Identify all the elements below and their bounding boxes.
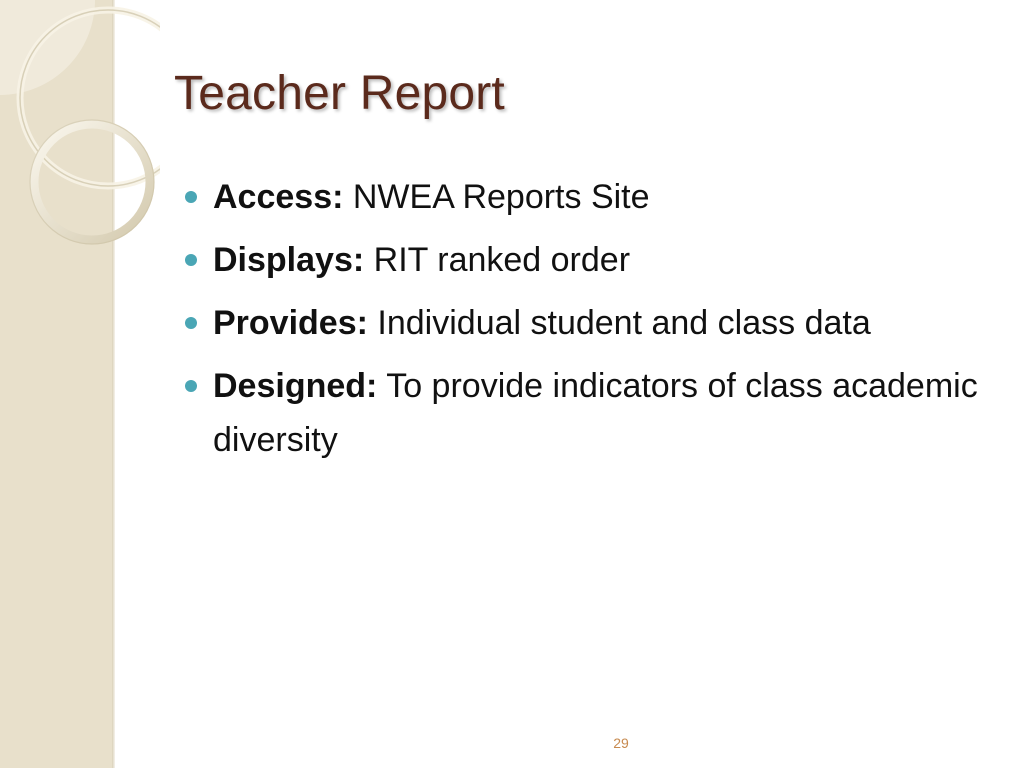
bullet-icon bbox=[185, 254, 197, 266]
bullet-item-displays bbox=[185, 233, 985, 287]
bullet-item-access bbox=[185, 170, 985, 224]
bullet-item-designed bbox=[185, 359, 985, 467]
slide-number: 29 bbox=[613, 735, 629, 751]
bullet-term: Access: bbox=[213, 178, 344, 216]
bullet-icon bbox=[185, 191, 197, 203]
bullet-text: NWEA Reports Site bbox=[352, 178, 650, 216]
decorative-circles bbox=[0, 0, 160, 260]
bullet-term: Designed: bbox=[213, 367, 378, 405]
bullet-icon bbox=[185, 380, 197, 392]
bullet-text: RIT ranked order bbox=[373, 241, 631, 279]
bullet-term: Provides: bbox=[213, 304, 368, 342]
bullet-text: To provide indicators of class academic diversity bbox=[213, 367, 978, 459]
bullet-item-provides bbox=[185, 296, 985, 350]
bullet-list bbox=[185, 170, 985, 476]
bullet-text: Individual student and class data bbox=[377, 304, 871, 342]
bullet-term: Displays: bbox=[213, 241, 365, 279]
slide-title: Teacher Report bbox=[174, 67, 505, 120]
bullet-icon bbox=[185, 317, 197, 329]
